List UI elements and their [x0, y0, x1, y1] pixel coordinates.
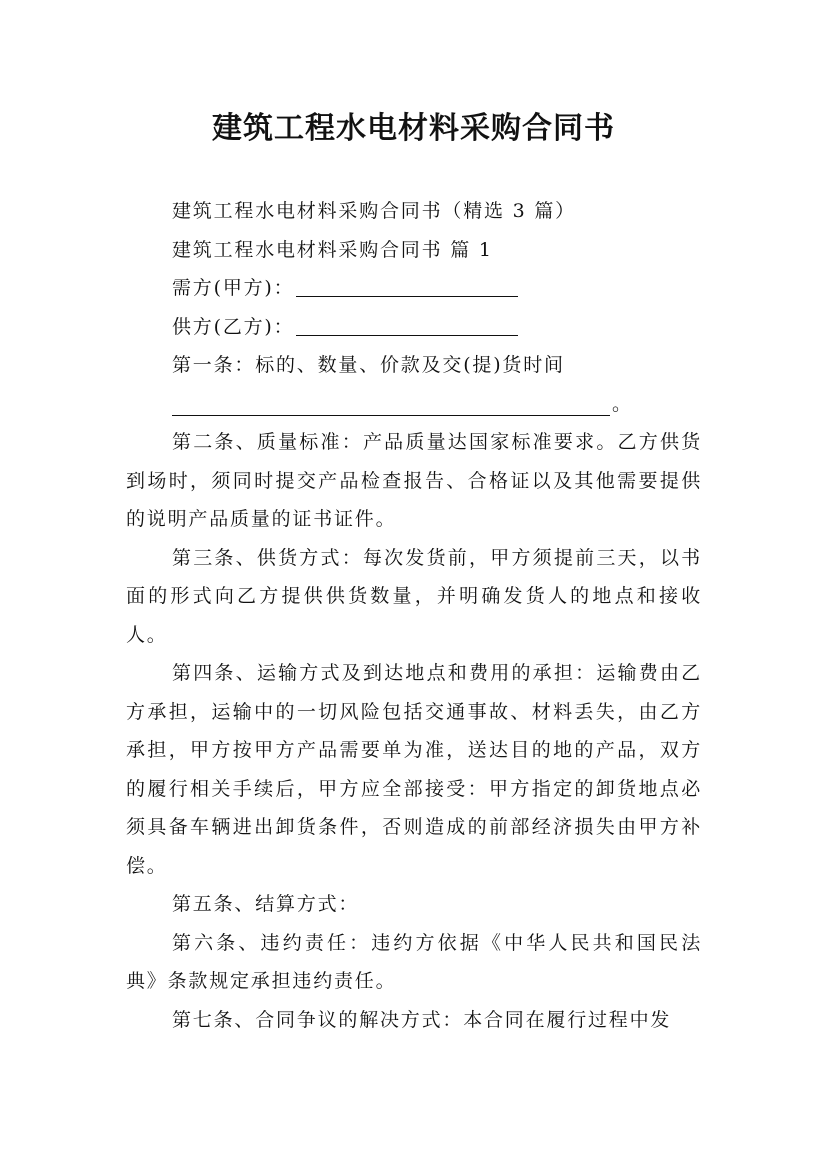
article-3: 第三条、供货方式：每次发货前，甲方须提前三天，以书面的形式向乙方提供供货数量，并明确发货人的地点和接收人。 [126, 546, 702, 646]
article-5: 第五条、结算方式： [172, 893, 360, 915]
article-1: 第一条：标的、数量、价款及交(提)货时间 [172, 354, 565, 376]
article-1-blank [172, 395, 610, 416]
article-6: 第六条、违约责任：违约方依据《中华人民共和国民法典》条款规定承担违约责任。 [126, 931, 702, 992]
supplier-label: 供方(乙方)： [172, 315, 295, 338]
article-1-end: 。 [612, 392, 633, 415]
article-1-blank-line [126, 385, 702, 424]
supplier-blank [296, 315, 518, 336]
document-subtitle: 建筑工程水电材料采购合同书（精选 3 篇） [172, 200, 576, 222]
article-4: 第四条、运输方式及到达地点和费用的承担：运输费由乙方承担，运输中的一切风险包括交通事故、材料丢失，由乙方承担，甲方按甲方产品需要单为准，送达目的地的产品，双方的履行相关手续后，甲方应全部接受：甲方指定的卸货地点必须具备车辆进出卸货条件，否则造成的前部经济损失由甲方补偿。 [126, 662, 702, 877]
buyer-line [126, 269, 702, 308]
article-7: 第七条、合同争议的解决方式：本合同在履行过程中发 [172, 1008, 672, 1031]
document-title: 建筑工程水电材料采购合同书 [212, 111, 615, 146]
buyer-blank [296, 276, 518, 297]
document-body [126, 192, 702, 1039]
article-2: 第二条、质量标准：产品质量达国家标准要求。乙方供货到场时，须同时提交产品检查报告、合格证以及其他需要提供的说明产品质量的证书证件。 [126, 431, 702, 530]
supplier-line [126, 308, 702, 347]
section-heading: 建筑工程水电材料采购合同书 篇 1 [172, 238, 493, 261]
buyer-label: 需方(甲方)： [172, 277, 295, 299]
